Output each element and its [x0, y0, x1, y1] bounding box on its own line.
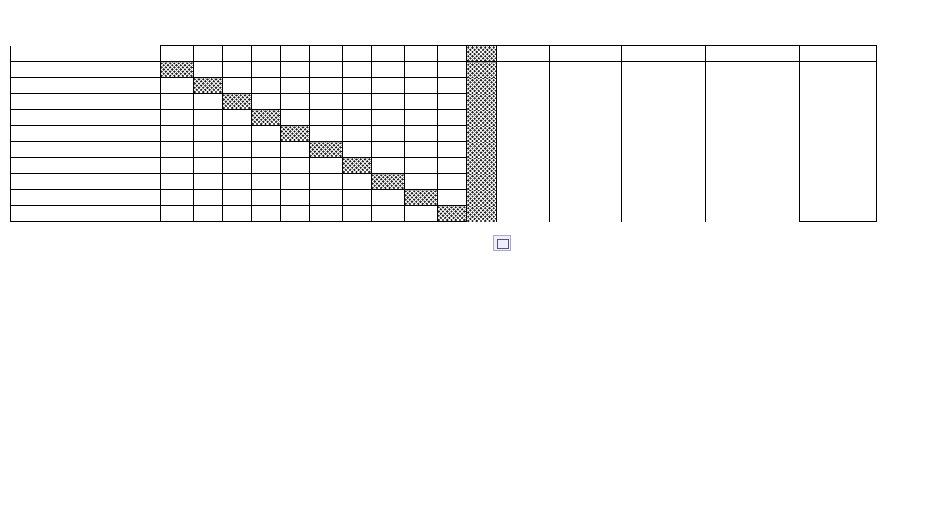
- games-cell[interactable]: [496, 206, 549, 222]
- row-index: [0, 206, 10, 222]
- separator-cell: [466, 46, 496, 62]
- team-row: [0, 110, 876, 126]
- result-cell[interactable]: [222, 206, 251, 222]
- team-row: [0, 126, 876, 142]
- result-cell[interactable]: [342, 78, 371, 94]
- separator-cell: [466, 126, 496, 142]
- board-points-cell[interactable]: [705, 126, 799, 142]
- result-cell[interactable]: [371, 190, 404, 206]
- team-name[interactable]: [10, 126, 160, 142]
- separator-cell: [466, 62, 496, 78]
- team-name[interactable]: [10, 190, 160, 206]
- result-cell[interactable]: [222, 190, 251, 206]
- col-header: [280, 46, 309, 62]
- result-cell[interactable]: [404, 110, 437, 126]
- place-cell[interactable]: [799, 94, 876, 110]
- result-cell[interactable]: [280, 174, 309, 190]
- team-row: [0, 94, 876, 110]
- header-row: [0, 46, 876, 62]
- separator-cell: [466, 110, 496, 126]
- result-cell[interactable]: [309, 190, 342, 206]
- separator-cell: [466, 158, 496, 174]
- games-cell[interactable]: [496, 110, 549, 126]
- result-cell[interactable]: [371, 110, 404, 126]
- result-cell[interactable]: [437, 78, 466, 94]
- minus-points-cell[interactable]: [621, 62, 705, 78]
- minus-points-cell[interactable]: [621, 174, 705, 190]
- result-cell[interactable]: [160, 126, 193, 142]
- result-cell[interactable]: [280, 158, 309, 174]
- row-index: [0, 110, 10, 126]
- result-cell[interactable]: [371, 126, 404, 142]
- col-header: [222, 46, 251, 62]
- col-header-platz: [799, 46, 876, 62]
- col-header: [160, 46, 193, 62]
- plus-points-cell[interactable]: [549, 142, 621, 158]
- result-cell[interactable]: [193, 110, 222, 126]
- result-cell[interactable]: [160, 206, 193, 222]
- result-cell[interactable]: [251, 78, 280, 94]
- board-points-cell[interactable]: [705, 158, 799, 174]
- place-cell[interactable]: [799, 206, 876, 222]
- team-name[interactable]: [10, 142, 160, 158]
- games-cell[interactable]: [496, 62, 549, 78]
- result-cell[interactable]: [222, 158, 251, 174]
- result-cell[interactable]: [371, 94, 404, 110]
- result-cell[interactable]: [280, 78, 309, 94]
- result-cell[interactable]: [404, 174, 437, 190]
- result-cell[interactable]: [371, 206, 404, 222]
- result-cell[interactable]: [222, 126, 251, 142]
- col-header-brett: [705, 46, 799, 62]
- result-cell[interactable]: [309, 94, 342, 110]
- result-cell[interactable]: [404, 206, 437, 222]
- result-cell[interactable]: [342, 142, 371, 158]
- team-name[interactable]: [10, 206, 160, 222]
- result-cell[interactable]: [342, 206, 371, 222]
- diagonal-cell[interactable]: [160, 62, 193, 78]
- team-row: [0, 158, 876, 174]
- result-cell[interactable]: [222, 78, 251, 94]
- result-cell[interactable]: [251, 126, 280, 142]
- row-index: [0, 94, 10, 110]
- separator-cell: [466, 94, 496, 110]
- minus-points-cell[interactable]: [621, 94, 705, 110]
- separator-cell: [466, 206, 496, 222]
- games-cell[interactable]: [496, 126, 549, 142]
- row-index: [0, 174, 10, 190]
- result-cell[interactable]: [404, 158, 437, 174]
- result-cell[interactable]: [193, 142, 222, 158]
- result-cell[interactable]: [280, 94, 309, 110]
- result-cell[interactable]: [371, 62, 404, 78]
- result-cell[interactable]: [371, 78, 404, 94]
- col-header: [251, 46, 280, 62]
- team-row: [0, 62, 876, 78]
- separator-cell: [466, 190, 496, 206]
- plus-points-cell[interactable]: [549, 62, 621, 78]
- result-cell[interactable]: [309, 110, 342, 126]
- result-cell[interactable]: [193, 158, 222, 174]
- result-cell[interactable]: [251, 94, 280, 110]
- result-cell[interactable]: [251, 190, 280, 206]
- board-points-cell[interactable]: [705, 174, 799, 190]
- result-cell[interactable]: [437, 126, 466, 142]
- plus-points-cell[interactable]: [549, 206, 621, 222]
- minus-points-cell[interactable]: [621, 190, 705, 206]
- diagonal-cell[interactable]: [371, 174, 404, 190]
- separator-cell: [466, 142, 496, 158]
- games-cell[interactable]: [496, 174, 549, 190]
- team-row: [0, 78, 876, 94]
- header-blank: [0, 46, 10, 62]
- team-name[interactable]: [10, 110, 160, 126]
- result-cell[interactable]: [193, 206, 222, 222]
- place-cell[interactable]: [799, 158, 876, 174]
- result-cell[interactable]: [251, 174, 280, 190]
- result-cell[interactable]: [342, 110, 371, 126]
- result-cell[interactable]: [160, 78, 193, 94]
- league-table: [0, 45, 877, 222]
- result-cell[interactable]: [251, 142, 280, 158]
- team-row: [0, 206, 876, 222]
- team-row: [0, 174, 876, 190]
- result-cell[interactable]: [437, 142, 466, 158]
- diagonal-cell[interactable]: [404, 190, 437, 206]
- result-cell[interactable]: [280, 190, 309, 206]
- result-cell[interactable]: [193, 190, 222, 206]
- plus-points-cell[interactable]: [549, 158, 621, 174]
- row-index: [0, 142, 10, 158]
- diagonal-cell[interactable]: [193, 78, 222, 94]
- header-blank: [10, 46, 160, 62]
- result-cell[interactable]: [404, 78, 437, 94]
- paste-options-icon[interactable]: [493, 235, 511, 251]
- result-cell[interactable]: [280, 62, 309, 78]
- plus-points-cell[interactable]: [549, 174, 621, 190]
- team-name[interactable]: [10, 158, 160, 174]
- result-cell[interactable]: [193, 174, 222, 190]
- col-header: [342, 46, 371, 62]
- team-name[interactable]: [10, 62, 160, 78]
- place-cell[interactable]: [799, 142, 876, 158]
- col-header: [371, 46, 404, 62]
- result-cell[interactable]: [404, 94, 437, 110]
- diagonal-cell[interactable]: [251, 110, 280, 126]
- col-header: [404, 46, 437, 62]
- diagonal-cell[interactable]: [342, 158, 371, 174]
- result-cell[interactable]: [404, 126, 437, 142]
- result-cell[interactable]: [309, 158, 342, 174]
- result-cell[interactable]: [160, 94, 193, 110]
- result-cell[interactable]: [437, 110, 466, 126]
- board-points-cell[interactable]: [705, 110, 799, 126]
- separator-cell: [466, 78, 496, 94]
- result-cell[interactable]: [342, 174, 371, 190]
- plus-points-cell[interactable]: [549, 94, 621, 110]
- separator-cell: [466, 174, 496, 190]
- board-points-cell[interactable]: [705, 94, 799, 110]
- result-cell[interactable]: [222, 142, 251, 158]
- result-cell[interactable]: [251, 158, 280, 174]
- result-cell[interactable]: [251, 206, 280, 222]
- board-points-cell[interactable]: [705, 142, 799, 158]
- result-cell[interactable]: [404, 62, 437, 78]
- games-cell[interactable]: [496, 158, 549, 174]
- minus-points-cell[interactable]: [621, 206, 705, 222]
- result-cell[interactable]: [309, 126, 342, 142]
- games-cell[interactable]: [496, 78, 549, 94]
- minus-points-cell[interactable]: [621, 142, 705, 158]
- team-name[interactable]: [10, 78, 160, 94]
- plus-points-cell[interactable]: [549, 126, 621, 142]
- board-points-cell[interactable]: [705, 206, 799, 222]
- result-cell[interactable]: [342, 126, 371, 142]
- diagonal-cell[interactable]: [437, 206, 466, 222]
- board-points-cell[interactable]: [705, 62, 799, 78]
- col-header: [309, 46, 342, 62]
- place-cell[interactable]: [799, 126, 876, 142]
- result-cell[interactable]: [160, 158, 193, 174]
- result-cell[interactable]: [437, 174, 466, 190]
- place-cell[interactable]: [799, 110, 876, 126]
- minus-points-cell[interactable]: [621, 126, 705, 142]
- row-index: [0, 158, 10, 174]
- result-cell[interactable]: [371, 158, 404, 174]
- result-cell[interactable]: [437, 158, 466, 174]
- diagonal-cell[interactable]: [280, 126, 309, 142]
- result-cell[interactable]: [160, 190, 193, 206]
- row-index: [0, 62, 10, 78]
- team-name[interactable]: [10, 174, 160, 190]
- col-header: [193, 46, 222, 62]
- result-cell[interactable]: [193, 126, 222, 142]
- result-cell[interactable]: [371, 142, 404, 158]
- result-cell[interactable]: [193, 62, 222, 78]
- result-cell[interactable]: [160, 174, 193, 190]
- result-cell[interactable]: [309, 206, 342, 222]
- plus-points-cell[interactable]: [549, 78, 621, 94]
- col-header: [437, 46, 466, 62]
- plus-points-cell[interactable]: [549, 190, 621, 206]
- board-points-cell[interactable]: [705, 190, 799, 206]
- row-index: [0, 126, 10, 142]
- result-cell[interactable]: [222, 62, 251, 78]
- result-cell[interactable]: [160, 142, 193, 158]
- games-cell[interactable]: [496, 94, 549, 110]
- result-cell[interactable]: [280, 206, 309, 222]
- plus-points-cell[interactable]: [549, 110, 621, 126]
- team-row: [0, 190, 876, 206]
- place-cell[interactable]: [799, 62, 876, 78]
- diagonal-cell[interactable]: [222, 94, 251, 110]
- result-cell[interactable]: [342, 62, 371, 78]
- result-cell[interactable]: [222, 174, 251, 190]
- col-header-minus: [621, 46, 705, 62]
- row-index: [0, 78, 10, 94]
- games-cell[interactable]: [496, 142, 549, 158]
- result-cell[interactable]: [309, 78, 342, 94]
- result-cell[interactable]: [251, 62, 280, 78]
- place-cell[interactable]: [799, 174, 876, 190]
- result-cell[interactable]: [437, 62, 466, 78]
- team-name[interactable]: [10, 94, 160, 110]
- team-row: [0, 142, 876, 158]
- row-index: [0, 190, 10, 206]
- diagonal-cell[interactable]: [309, 142, 342, 158]
- result-cell[interactable]: [342, 190, 371, 206]
- col-header-spiele: [496, 46, 549, 62]
- result-cell[interactable]: [309, 62, 342, 78]
- board-points-cell[interactable]: [705, 78, 799, 94]
- result-cell[interactable]: [404, 142, 437, 158]
- place-cell[interactable]: [799, 78, 876, 94]
- games-cell[interactable]: [496, 190, 549, 206]
- minus-points-cell[interactable]: [621, 158, 705, 174]
- col-header-plus: [549, 46, 621, 62]
- result-cell[interactable]: [160, 110, 193, 126]
- result-cell[interactable]: [437, 190, 466, 206]
- result-cell[interactable]: [193, 94, 222, 110]
- result-cell[interactable]: [309, 174, 342, 190]
- result-cell[interactable]: [222, 110, 251, 126]
- minus-points-cell[interactable]: [621, 110, 705, 126]
- result-cell[interactable]: [280, 110, 309, 126]
- result-cell[interactable]: [342, 94, 371, 110]
- minus-points-cell[interactable]: [621, 78, 705, 94]
- result-cell[interactable]: [437, 94, 466, 110]
- result-cell[interactable]: [280, 142, 309, 158]
- place-cell[interactable]: [799, 190, 876, 206]
